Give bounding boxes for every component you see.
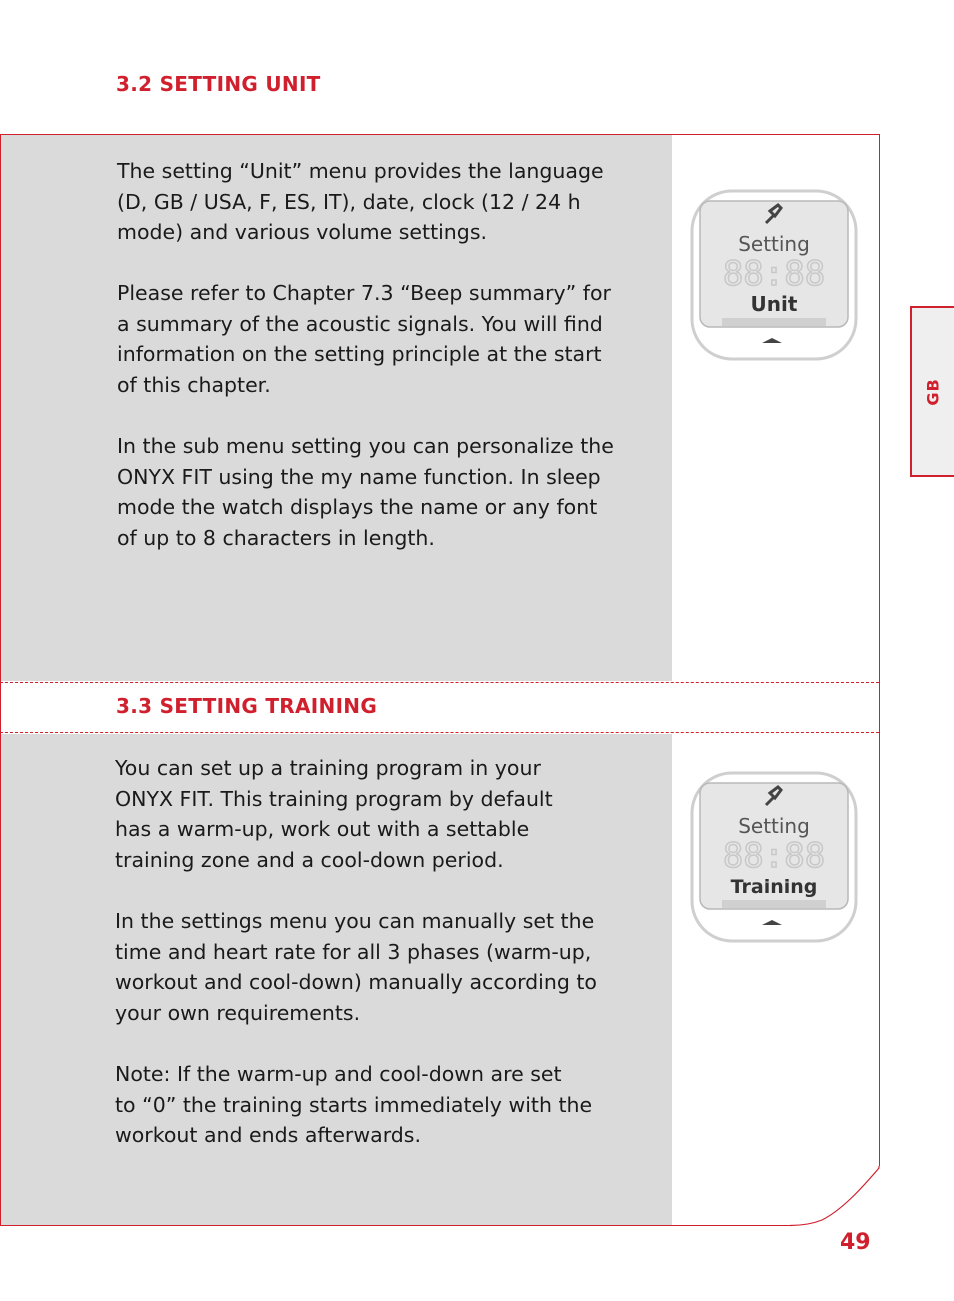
frame-right-line <box>879 134 880 1166</box>
display-bottom-text: Training <box>730 876 818 898</box>
language-side-tab <box>910 306 954 477</box>
watch-display-unit <box>688 185 860 365</box>
display-digits: 88:88 <box>722 254 826 294</box>
page-number: 49 <box>840 1230 871 1255</box>
unit-paragraph-3: In the sub menu setting you can personalize the ONYX FIT using the my name function. In sleep mode the watch displays the name or any font of up to 8 characters in length. <box>117 434 614 550</box>
unit-paragraph-1: The setting “Unit” menu provides the language (D, GB / USA, F, ES, IT), date, clock (12 / 24 h mode) and various volume settings. <box>117 159 604 245</box>
frame-corner-curve <box>782 1160 882 1230</box>
display-top-text: Setting <box>738 232 810 256</box>
language-tab-label: GB <box>923 377 943 406</box>
unit-paragraph-2: Please refer to Chapter 7.3 “Beep summary” for a summary of the acoustic signals. You will find information on the setting principle at the start of this chapter. <box>117 281 611 397</box>
watch-display-training <box>688 767 860 947</box>
divider-dashed-top <box>0 682 879 683</box>
frame-bottom-line <box>0 1225 790 1226</box>
section-heading-setting-unit: 3.2 SETTING UNIT <box>116 72 321 96</box>
training-paragraph-3: Note: If the warm-up and cool-down are set to “0” the training starts immediately with the workout and ends afterwards. <box>115 1062 593 1148</box>
training-paragraph-2: In the settings menu you can manually set the time and heart rate for all 3 phases (warm-up, workout and cool-down) manually according to your own requirements. <box>115 909 597 1025</box>
training-paragraph-1: You can set up a training program in your ONYX FIT. This training program by default has a warm-up, work out with a settable training zone and a cool-down period. <box>115 756 553 872</box>
display-top-text: Setting <box>738 814 810 838</box>
display-digits: 88:88 <box>722 836 826 876</box>
section-heading-setting-training: 3.3 SETTING TRAINING <box>116 694 378 718</box>
divider-dashed-bottom <box>0 732 879 733</box>
display-bottom-text: Unit <box>750 292 798 316</box>
